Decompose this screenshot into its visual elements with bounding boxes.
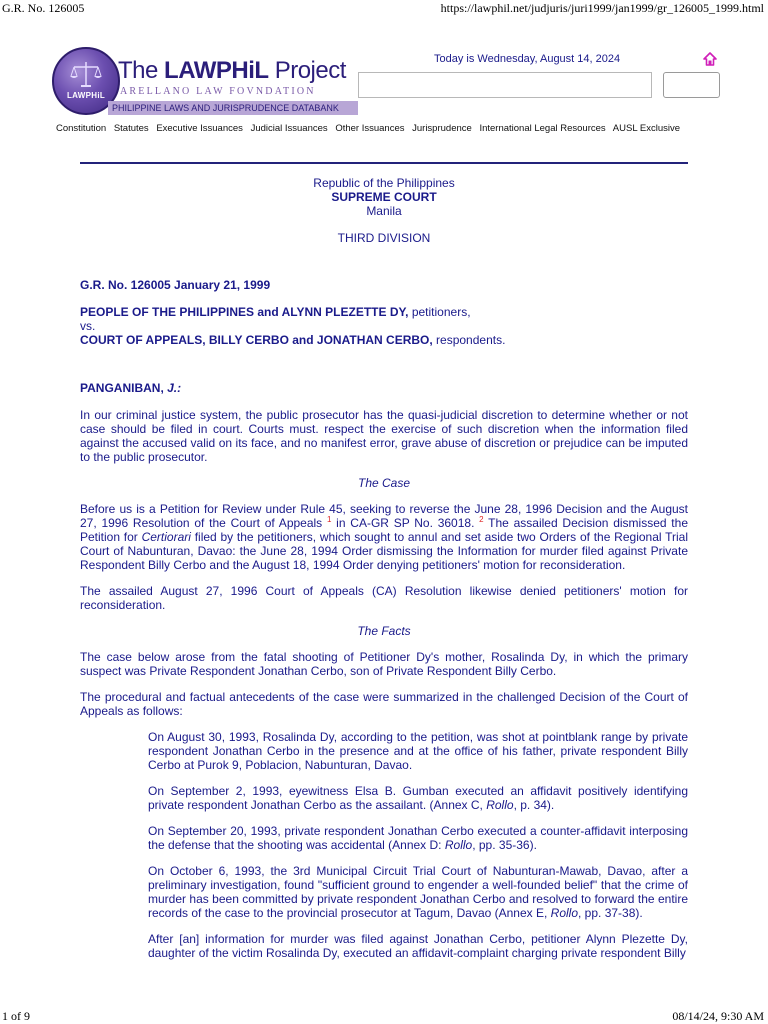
quote-paragraph-2: On September 2, 1993, eyewitness Elsa B. Gumban executed an affidavit positively identifying private respondent Jonathan Cerbo as the assailant. (Annex C, Rollo, p. 34). [148,784,688,812]
paragraph-intro: In our criminal justice system, the public prosecutor has the quasi-judicial discretion to determine whether or not case should be filed in court. Courts must. respect the exercise of such discretion when the information filed against the accused valid on its face, and no manifest error, grave abuse of discretion or prejudice can be imputed to the public prosecutor. [80,408,688,464]
divider [80,162,688,164]
court-name: SUPREME COURT [331,190,437,204]
court-city: Manila [366,204,402,218]
division: THIRD DIVISION [337,231,431,245]
heading-the-facts: The Facts [357,624,411,638]
quote-paragraph-4: On October 6, 1993, the 3rd Municipal Circuit Trial Court of Nabunturan-Mawab, Davao, after a preliminary investigation, found "sufficient ground to engender a well-founded belief" that the crime of murder has been committed by private respondent Jonathan Cerbo and resolved to forward the entire records of the case to the provincial prosecutor at Tagum, Davao (Annex E, Rollo, pp. 37-38). [148,864,688,920]
quote-paragraph-1: On August 30, 1993, Rosalinda Dy, according to the petition, was shot at pointblank range by private respondent Jonathan Cerbo in the presence and at the office of his father, private respondent Billy Cerbo at Purok 9, Poblacion, Nabunturan, Davao. [148,730,688,772]
quote-paragraph-5: After [an] information for murder was filed against Jonathan Cerbo, petitioner Alynn Plezette Dy, daughter of the victim Rosalinda Dy, executed an affidavit-complaint charging private respondent Billy [148,932,688,960]
main-nav [56,123,685,134]
nav-judicial-issuances[interactable]: Judicial Issuances [250,123,328,134]
nav-statutes[interactable]: Statutes [113,123,149,134]
scales-of-justice-icon [68,59,104,89]
nav-jurisprudence[interactable]: Jurisprudence [412,123,472,134]
nav-constitution[interactable]: Constitution [56,123,107,134]
lawphil-masthead[interactable] [52,47,352,121]
search-input[interactable] [358,72,652,98]
paragraph-case: Before us is a Petition for Review under Rule 45, seeking to reverse the June 28, 1996 Decision and the August 27, 1996 Resolution of the Court of Appeals $^1$ in CA-GR SP No. 36018. $^2$ The assailed Decision dismissed the Petition for Certiorari filed by the petitioners, which sought to annul and set aside two Orders of the Regional Trial Court of Nabunturan, Davao: the June 28, 1994 Order dismissing the Information for murder filed against Private Respondent Billy Cerbo and the August 18, 1994 Order denying petitioners' motion for reconsideration. [80,502,688,572]
ponente: PANGANIBAN, J.: [80,381,182,395]
site-title: The LAWPHiL Project [118,57,346,84]
nav-executive-issuances[interactable]: Executive Issuances [156,123,243,134]
case-number: G.R. No. 126005 January 21, 1999 [80,278,271,292]
databank-banner: PHILIPPINE LAWS AND JURISPRUDENCE DATABANK [108,101,358,115]
petitioners: PEOPLE OF THE PHILIPPINES and ALYNN PLEZETTE DY, petitioners, [80,305,471,319]
paragraph-facts: The case below arose from the fatal shooting of Petitioner Dy's mother, Rosalinda Dy, in which the primary suspect was Private Respondent Jonathan Cerbo, son of Private Respondent Billy Cerbo. [80,650,688,678]
search-button[interactable] [663,72,720,98]
print-footer [0,1008,768,1024]
print-timestamp: 08/14/24, 9:30 AM [672,1009,764,1023]
nav-other-issuances[interactable]: Other Issuances [335,123,405,134]
page-count: 1 of 9 [2,1009,30,1023]
print-header-title: G.R. No. 126005 [2,1,85,15]
logo-wordmark: LAWPHiL [66,91,106,100]
heading-the-case: The Case [357,476,411,490]
today-date: Today is Wednesday, August 14, 2024 [434,53,621,65]
versus: vs. [80,319,96,333]
nav-ausl-exclusive[interactable]: AUSL Exclusive [612,123,681,134]
decision-body [80,176,688,960]
paragraph-antecedents: The procedural and factual antecedents of the case were summarized in the challenged Decision of the Court of Appeals as follows: [80,690,688,718]
home-icon[interactable] [702,51,718,67]
paragraph-resolution: The assailed August 27, 1996 Court of Appeals (CA) Resolution likewise denied petitioners' motion for reconsideration. [80,584,688,612]
republic-line: Republic of the Philippines [313,176,455,190]
footnote-1-link[interactable]: 1 [326,515,332,524]
respondents: COURT OF APPEALS, BILLY CERBO and JONATHAN CERBO, respondents. [80,333,506,347]
nav-international-legal-resources[interactable]: International Legal Resources [479,123,606,134]
print-header [0,0,768,16]
foundation-name: ARELLANO LAW FOVNDATION [120,86,316,97]
footnote-2-link[interactable]: 2 [479,515,484,524]
print-header-url: https://lawphil.net/judjuris/juri1999/jan1999/gr_126005_1999.html [440,1,764,15]
quote-paragraph-3: On September 20, 1993, private respondent Jonathan Cerbo executed a counter-affidavit interposing the defense that the shooting was accidental (Annex D: Rollo, pp. 35-36). [148,824,688,852]
